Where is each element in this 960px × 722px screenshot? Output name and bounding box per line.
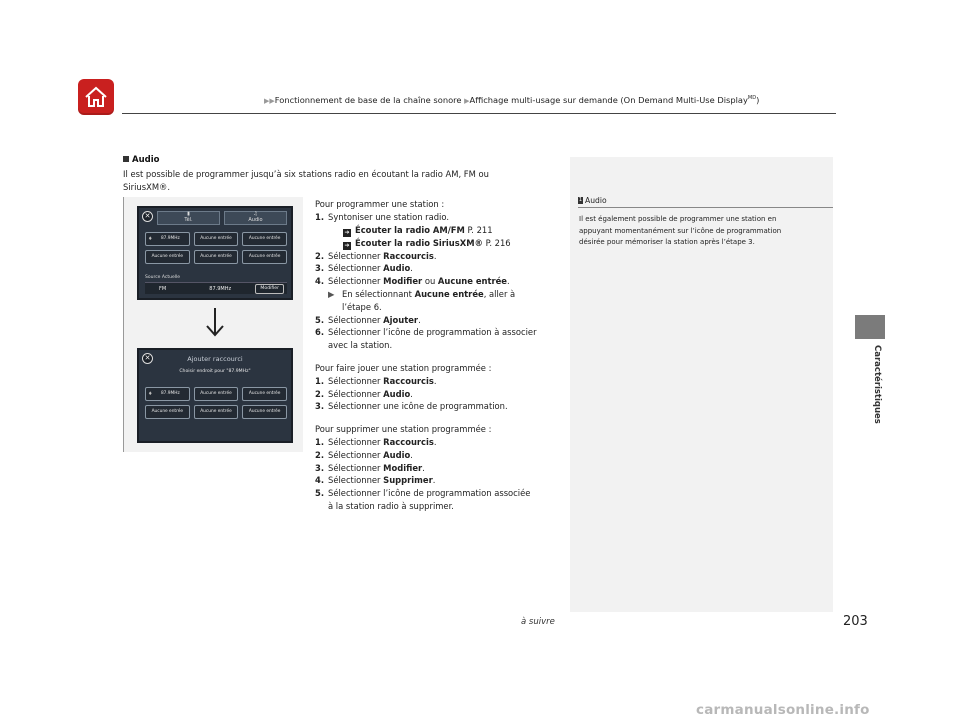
header-divider [122,113,836,114]
modify-button-image: Modifier [255,284,284,294]
preset-cell: ♦ 87.9MHz [145,232,190,246]
step-row: 1. Syntoniser une station radio. [315,211,450,222]
section-title [123,155,159,165]
current-source-label: Source Actuelle [145,275,181,280]
tab-tel: ▮ Tél. [157,211,220,225]
preset-cell: Aucune entrée [242,250,287,264]
breadcrumb-arrow-icon: ▶ [464,97,470,105]
reference-link[interactable]: ➔ Écouter la radio SiriusXM® P. 216 [344,237,511,249]
reference-arrow-icon: ➔ [344,241,350,249]
play-lead: Pour faire jouer une station programmée : [315,362,492,373]
preset-cell: Aucune entrée [242,232,287,246]
step-row: 2. Sélectionner Audio. [315,388,413,399]
pin-icon: ♦ [148,391,153,397]
step-row: 3. Sélectionner une icône de programmation. [315,401,508,412]
music-icon: ♫ [253,211,258,217]
preset-cell: Aucune entrée [194,232,239,246]
screenshot-panel [123,197,303,452]
note-body: Il est également possible de programmer une station en appuyant momentanément sur l’icône de programmation désirée pour mémoriser la station après l’étape 3. [579,215,782,246]
breadcrumb-arrow-icon: ▶▶ [264,97,275,105]
screen-shortcuts [137,206,293,300]
note-marker-icon: 1 [578,197,583,203]
breadcrumb-item[interactable]: Affichage multi-usage sur demande (On Demand Multi-Use Display [469,95,748,105]
source-frequency: 87.9MHz [209,285,232,292]
step-row: 1. Sélectionner Raccourcis. [315,375,437,386]
continue-label: à suivre [521,617,555,627]
section-intro [123,168,543,193]
screen-tabs [157,211,287,225]
close-icon: ✕ [142,353,153,364]
page-number: 203 [843,614,868,629]
breadcrumb [264,95,759,105]
add-shortcut-title: Ajouter raccourci [187,355,243,363]
note-title: 1 Audio [578,196,607,205]
preset-cell: Aucune entrée [242,405,287,419]
down-arrow-icon [204,306,226,338]
instruction-steps [315,198,565,513]
preset-cell: Aucune entrée [194,405,239,419]
preset-cell: Aucune entrée [145,405,190,419]
section-tab-marker [855,315,885,339]
step-row: 6. Sélectionner l’icône de programmation à associer avec la station. [315,327,537,351]
preset-cell: Aucune entrée [242,387,287,401]
preset-grid [145,232,287,264]
step-row: 5. Sélectionner l’icône de programmation associée à la station radio à supprimer. [315,488,531,511]
step-row: 3. Sélectionner Modifier. [315,462,425,473]
step-substep: ▶ En sélectionnant Aucune entrée, aller à l’étape 6. [328,288,516,312]
current-source-bar [145,282,287,294]
reference-link[interactable]: ➔ Écouter la radio AM/FM P. 211 [344,224,493,236]
preset-cell: ♦ 87.9MHz [145,387,190,401]
phone-icon: ▮ [187,211,190,217]
step-row: 1. Sélectionner Raccourcis. [315,436,437,447]
program-lead: Pour programmer une station : [315,199,445,209]
intro-line: SiriusXM®. [123,181,171,192]
pin-icon: ♦ [148,236,153,242]
delete-lead: Pour supprimer une station programmée : [315,424,492,435]
preset-cell: Aucune entrée [194,387,239,401]
preset-cell: Aucune entrée [145,250,190,264]
step-row: 4. Sélectionner Supprimer. [315,475,436,486]
preset-grid [145,387,287,419]
section-title-text: Audio [132,155,160,165]
note-divider [578,207,833,208]
preset-cell: Aucune entrée [194,250,239,264]
breadcrumb-item[interactable]: Fonctionnement de base de la chaîne sonore [274,95,462,105]
step-row: 3. Sélectionner Audio. [315,263,413,274]
side-note-panel [570,157,833,612]
home-button[interactable] [78,79,114,115]
section-square-icon [123,156,129,162]
side-section-label: Caractéristiques [872,345,882,424]
breadcrumb-end: ) [756,95,760,105]
screen-add-shortcut [137,348,293,443]
step-row: 5. Sélectionner Ajouter. [315,314,421,325]
step-row: 2. Sélectionner Audio. [315,449,413,460]
step-row: 2. Sélectionner Raccourcis. [315,250,437,261]
home-icon [83,85,109,109]
step-row: 4. Sélectionner Modifier ou Aucune entrée. [315,276,510,287]
choose-location-text: Choisir endroit pour "87.9MHz" [179,369,251,374]
intro-line: Il est possible de programmer jusqu’à six stations radio en écoutant la radio AM, FM ou [123,169,489,179]
reference-arrow-icon: ➔ [344,228,350,236]
close-icon: ✕ [142,211,153,222]
source-band: FM [159,285,167,292]
substep-arrow-icon: ▶ [328,288,335,299]
breadcrumb-sup: MD [747,95,757,102]
watermark: carmanualsonline.info [696,702,870,718]
tab-audio: ♫ Audio [224,211,287,225]
